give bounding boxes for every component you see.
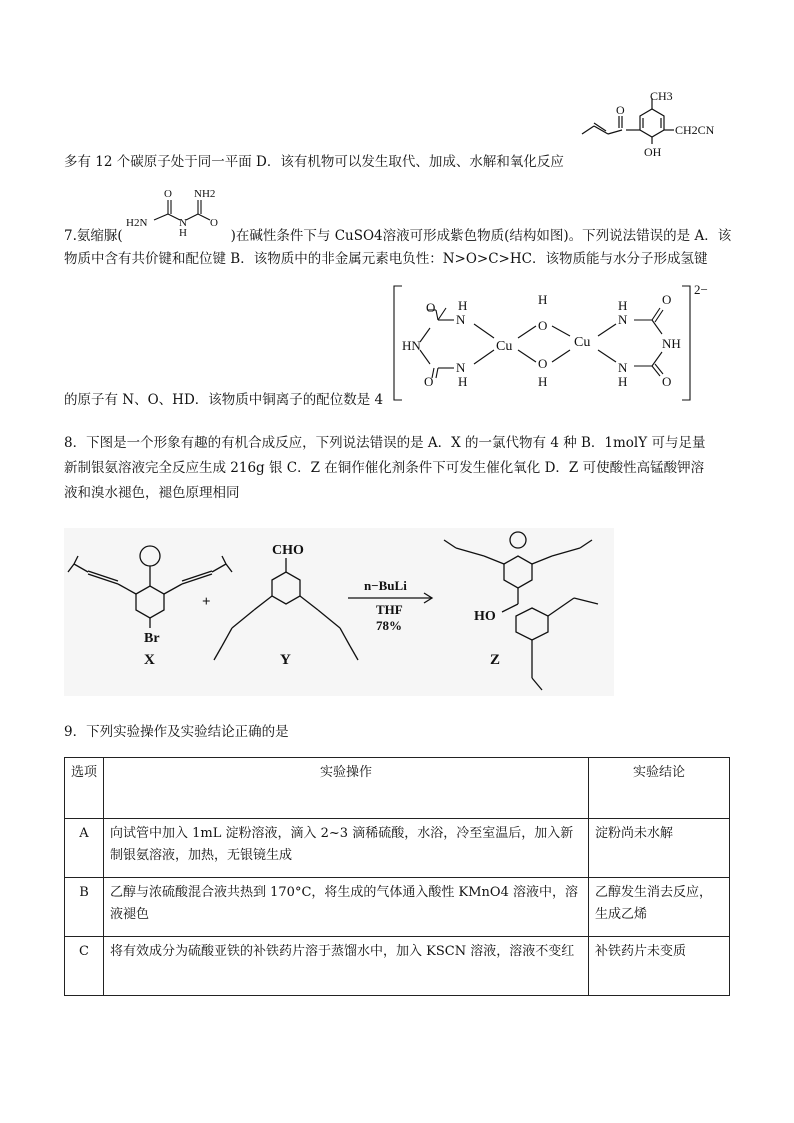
q8-y-cho: CHO [272,543,304,558]
q6-molecule [578,86,738,166]
q7-urea-n: N [179,217,187,229]
q7-copper-complex [390,282,720,404]
table-row [65,819,730,878]
q8-x-br: Br [144,631,160,646]
q7-urea-h2n: H2N [126,217,148,229]
q8-z-ho: HO [474,609,496,624]
q8-yield: 78% [376,618,402,633]
row-a-operation: 向试管中加入 1mL 淀粉溶液，滴入 2~3 滴稀硫酸，水浴，冷至室温后，加入新制银氨溶液，加热，无银镜生成 [104,819,589,878]
q6-tail-text: 多有 12 个碳原子处于同一平面 D．该有机物可以发生取代、加成、水解和氧化反应 [64,154,564,170]
q7-complex-o-br: O [662,374,672,389]
row-b-conclusion: 乙醇发生消去反应，生成乙烯 [589,878,730,937]
q7-complex-cu1: Cu [496,339,513,354]
q7-complex-n-br: N [618,360,628,375]
q8-solvent: THF [376,602,403,617]
q7-complex-o-top: O [538,318,548,333]
q7-complex-o-tr: O [662,292,672,307]
row-c-operation: 将有效成分为硫酸亚铁的补铁药片溶于蒸馏水中，加入 KSCN 溶液，溶液不变红 [104,937,589,996]
q8-plus: + [202,594,211,610]
header-option: 选项 [65,758,104,819]
q7-complex-h-bot: H [538,374,548,389]
q6-methyl-label: CH3 [650,89,673,103]
q6-ch2cn-label: CH2CN [675,123,715,137]
q8-line1: 8．下图是一个形象有趣的有机合成反应，下列说法错误的是 A．X 的一氯代物有 4 种 B．1molY 可与足量 [64,435,706,451]
q7-complex-n-tl: N [456,312,466,327]
q7-urea-h: H [179,227,187,236]
row-b-operation: 乙醇与浓硫酸混合液共热到 170°C，将生成的气体通入酸性 KMnO4 溶液中，溶液褪色 [104,878,589,937]
q7-line1-b: )在碱性条件下与 CuSO4溶液可形成紫色物质(结构如图)。下列说法错误的是 A．该 [230,228,732,244]
q8-z-label: Z [490,652,501,668]
q7-complex-h-tr: H [618,298,628,313]
q7-line3: 的原子有 N、O、HD．该物质中铜离子的配位数是 4 [64,392,384,408]
q7-complex-h-br: H [618,374,628,389]
q8-line2: 新制银氨溶液完全反应生成 216g 银 C．Z 在铜作催化剂条件下可发生催化氧化 D．Z 可使酸性高锰酸钾溶 [64,460,705,476]
q7-complex-n-tr: N [618,312,628,327]
table-row [65,878,730,937]
q8-reagent: n−BuLi [364,578,407,593]
q8-y-label: Y [280,652,291,668]
q8-x-label: X [144,652,155,668]
q6-oh-label: OH [644,145,662,159]
q8-reaction-scheme [64,528,624,698]
q8-line3: 液和溴水褪色，褪色原理相同 [64,485,240,501]
header-conclusion: 实验结论 [589,758,730,819]
q7-urea-o1: O [164,188,172,200]
q7-line1-a: 7.氨缩脲( [64,228,123,244]
q7-complex-n-bl: N [456,360,466,375]
q7-complex-h-bl: H [458,374,468,389]
row-a-option: A [65,819,104,878]
q7-complex-cu2: Cu [574,335,591,350]
q7-complex-o-bot: O [538,356,548,371]
q7-complex-o-bl: O [424,374,434,389]
q7-complex-charge: 2− [694,282,708,297]
row-c-option: C [65,937,104,996]
q7-complex-h-tl: H [458,298,468,313]
header-operation: 实验操作 [104,758,589,819]
q7-complex-nh: NH [662,336,681,351]
row-c-conclusion: 补铁药片未变质 [589,937,730,996]
q7-urea-nh2-top: NH2 [194,188,216,200]
row-b-option: B [65,878,104,937]
q7-urea-o2: O [210,217,218,229]
q9-experiment-table [64,757,730,996]
q7-complex-h-top: H [538,292,548,307]
table-header-row [65,758,730,819]
table-row [65,937,730,996]
q9-title: 9．下列实验操作及实验结论正确的是 [64,724,289,740]
q7-complex-hn: HN [402,338,421,353]
row-a-conclusion: 淀粉尚未水解 [589,819,730,878]
q7-complex-o-tl: O [426,300,436,315]
q6-o-label: O [616,103,625,117]
q7-line2: 物质中含有共价键和配位键 B．该物质中的非金属元素电负性：N>O>C>HC．该物质能与水分子形成氢键 [64,251,708,267]
q7-line1 [64,226,731,246]
